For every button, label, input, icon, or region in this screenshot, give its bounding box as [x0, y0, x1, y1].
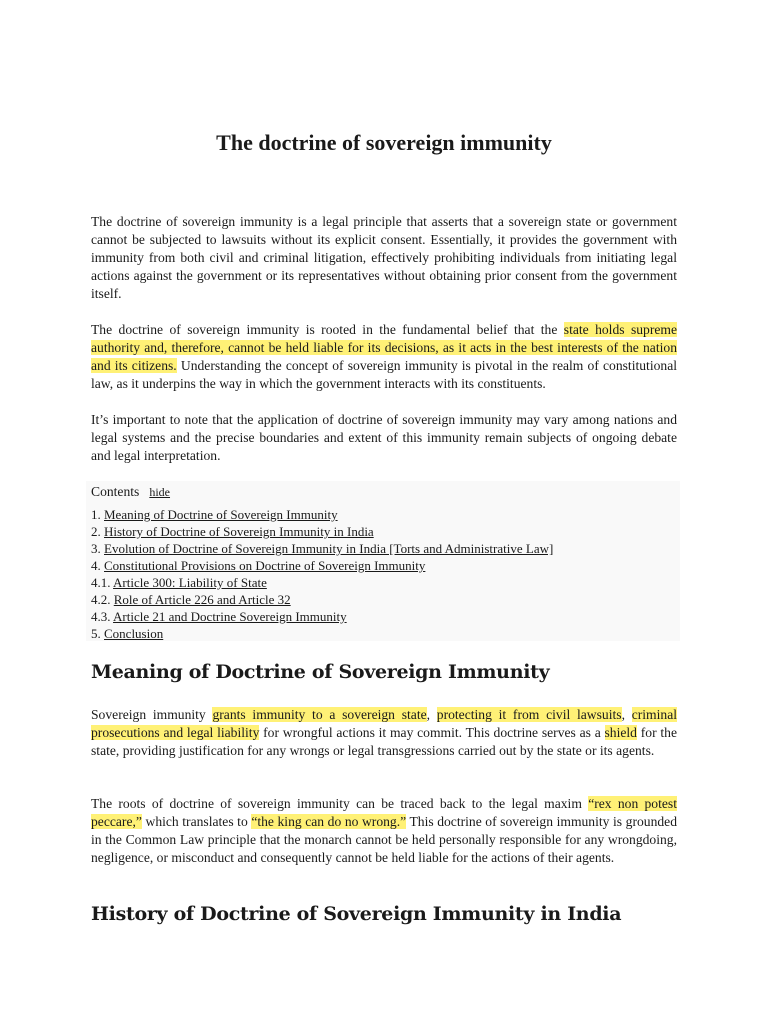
toc-item[interactable]	[91, 523, 676, 540]
text-run: for wrongful actions it may commit. This doctrine serves as a	[259, 725, 605, 740]
toc-item[interactable]	[91, 506, 676, 523]
table-of-contents	[86, 481, 680, 641]
toc-hide-link[interactable]: hide	[149, 485, 171, 499]
toc-item-number: 5.	[91, 626, 101, 641]
toc-item-number: 4.1.	[91, 575, 111, 590]
section-heading-history: History of Doctrine of Sovereign Immunity in India	[91, 903, 622, 925]
toc-item[interactable]	[91, 625, 676, 642]
toc-heading: Contents	[91, 484, 140, 499]
toc-item[interactable]	[91, 557, 676, 574]
toc-item-number: 4.2.	[91, 592, 111, 607]
toc-item[interactable]	[91, 574, 676, 591]
toc-item-link[interactable]: Role of Article 226 and Article 32	[113, 592, 291, 607]
toc-list	[91, 506, 676, 642]
highlighted-text: criminal prosecutions and legal liability	[91, 707, 677, 740]
toc-item-link[interactable]: Constitutional Provisions on Doctrine of Sovereign Immunity	[104, 558, 426, 573]
toc-header	[91, 483, 170, 501]
text-run: for the state, providing justification for any wrongs or legal transgressions carried out by the state or its agents.	[91, 725, 677, 758]
toc-item-number: 2.	[91, 524, 101, 539]
application-paragraph: It’s important to note that the application of doctrine of sovereign immunity may vary among nations and legal systems and the precise boundaries and extent of this immunity remain subjects of ongoing debate and legal interpretation.	[91, 412, 677, 463]
toc-item-number: 1.	[91, 507, 101, 522]
toc-item[interactable]	[91, 608, 676, 625]
highlighted-text: shield	[604, 725, 637, 740]
text-run: The roots of doctrine of sovereign immunity can be traced back to the legal maxim	[91, 796, 589, 811]
highlighted-text: “the king can do no wrong.”	[251, 814, 407, 829]
toc-item-link[interactable]: Evolution of Doctrine of Sovereign Immunity in India [Torts and Administrative Law]	[104, 541, 554, 556]
toc-item-link[interactable]: Conclusion	[104, 626, 164, 641]
document-title: The doctrine of sovereign immunity	[216, 130, 552, 155]
meaning-paragraph	[91, 706, 677, 760]
toc-item[interactable]	[91, 591, 676, 608]
text-run: ,	[621, 707, 632, 722]
text-run: ,	[426, 707, 437, 722]
rooted-paragraph	[91, 321, 677, 393]
toc-item-link[interactable]: Article 21 and Doctrine Sovereign Immunity	[113, 609, 347, 624]
text-run: Sovereign immunity	[91, 707, 213, 722]
toc-item-number: 3.	[91, 541, 101, 556]
highlighted-text: “rex non potest peccare,”	[91, 796, 677, 829]
toc-item[interactable]	[91, 540, 676, 557]
section-heading-meaning: Meaning of Doctrine of Sovereign Immunity	[91, 661, 550, 683]
toc-item-number: 4.3.	[91, 609, 111, 624]
highlighted-text: protecting it from civil lawsuits	[436, 707, 622, 722]
roots-paragraph	[91, 795, 677, 867]
highlighted-text: grants immunity to a sovereign state	[212, 707, 427, 722]
toc-item-link[interactable]: Article 300: Liability of State	[113, 575, 267, 590]
toc-item-link[interactable]: Meaning of Doctrine of Sovereign Immunity	[104, 507, 338, 522]
highlighted-text: state holds supreme authority and, therefore, cannot be held liable for its decisions, as it acts in the best interests of the nation and its citizens.	[91, 322, 678, 373]
text-run: Understanding the concept of sovereign immunity is pivotal in the realm of constitutional law, as it underpins the way in which the government interacts with its constituents.	[91, 358, 678, 391]
toc-item-number: 4.	[91, 558, 101, 573]
toc-item-link[interactable]: History of Doctrine of Sovereign Immunity in India	[104, 524, 374, 539]
text-run: This doctrine of sovereign immunity is grounded in the Common Law principle that the monarch cannot be held personally responsible for any wrongdoing, negligence, or misconduct and consequently cannot be held liable for the actions of their agents.	[91, 814, 677, 865]
text-run: which translates to	[141, 814, 252, 829]
text-run: The doctrine of sovereign immunity is rooted in the fundamental belief that the	[91, 322, 564, 337]
intro-paragraph: The doctrine of sovereign immunity is a legal principle that asserts that a sovereign state or government cannot be subjected to lawsuits without its explicit consent. Essentially, it provides the government with immunity from both civil and criminal litigation, effectively prohibiting individuals from initiating legal actions against the government or its representatives without obtaining prior consent from the government itself.	[91, 214, 677, 301]
